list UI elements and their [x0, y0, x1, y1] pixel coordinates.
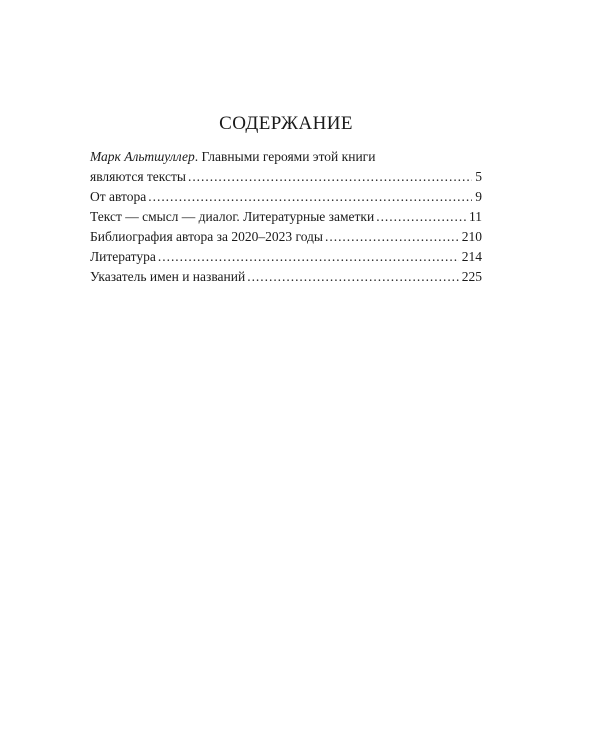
toc-entry	[90, 247, 482, 267]
toc-entry-title-part: . Главными героями этой книги	[194, 149, 376, 164]
toc-entry-title: Библиография автора за 2020–2023 годы	[90, 229, 324, 244]
toc-entry-page: 9	[475, 189, 482, 204]
toc-entry	[90, 187, 482, 207]
table-of-contents	[90, 147, 482, 287]
toc-entry-author: Марк Альтшуллер	[90, 149, 195, 164]
toc-entry	[90, 227, 482, 247]
toc-entry-title: Указатель имен и названий	[90, 269, 246, 284]
dot-leader	[325, 227, 459, 247]
toc-entry-title	[90, 147, 375, 167]
toc-entry-page: 225	[461, 269, 482, 284]
toc-entry-title: От автора	[90, 189, 147, 204]
toc-entry-page: 214	[461, 249, 482, 264]
dot-leader	[148, 187, 472, 207]
toc-entry-page: 5	[475, 169, 482, 184]
dot-leader	[247, 267, 459, 287]
toc-entry	[90, 267, 482, 287]
toc-entry	[90, 207, 482, 227]
toc-entry-first-line	[90, 147, 482, 167]
dot-leader	[158, 247, 459, 267]
page-title: СОДЕРЖАНИЕ	[219, 113, 353, 134]
toc-entry-title-continued: являются тексты	[90, 169, 186, 184]
toc-entry-page: 11	[469, 209, 482, 224]
dot-leader	[188, 167, 472, 187]
toc-entry-title: Литература	[90, 249, 156, 264]
toc-entry-title: Текст — смысл — диалог. Литературные заметки	[90, 209, 375, 224]
dot-leader	[376, 207, 466, 227]
toc-entry	[90, 167, 482, 187]
toc-entry-page: 210	[461, 229, 482, 244]
